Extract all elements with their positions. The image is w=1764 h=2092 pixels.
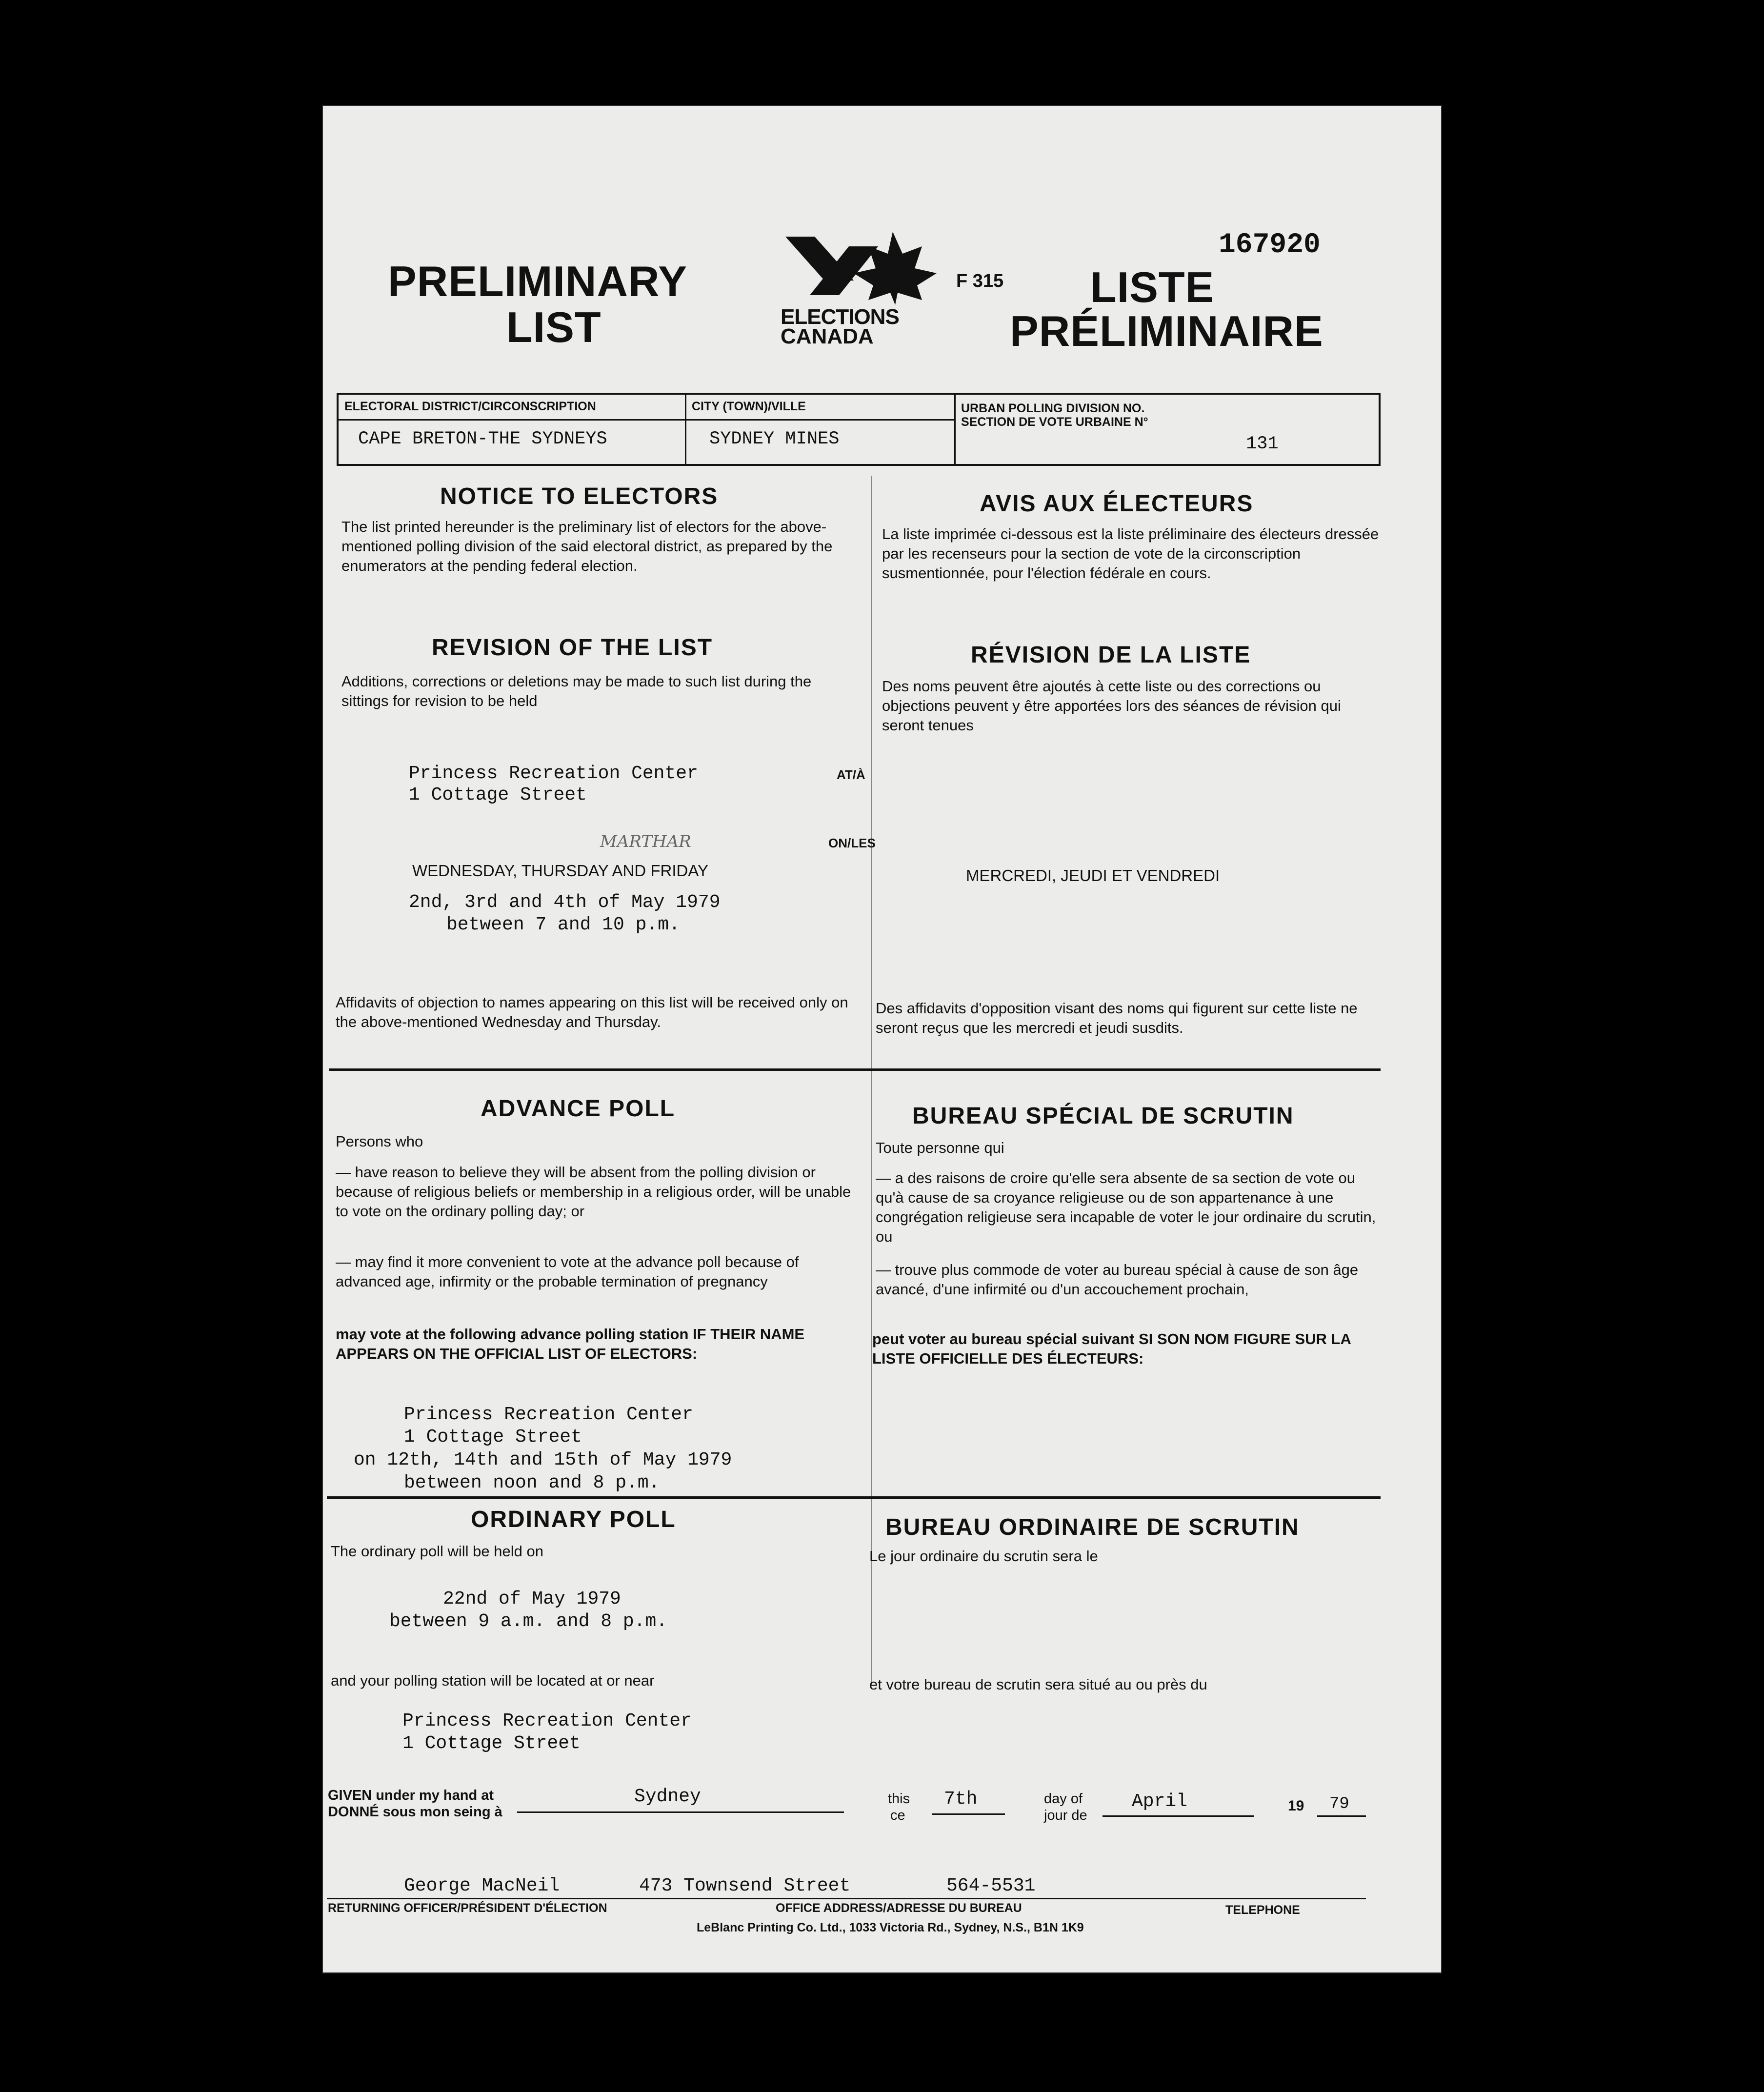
column-divider xyxy=(871,476,872,1686)
ordinary-station-fr: et votre bureau de scrutin sera situé au ou près du xyxy=(869,1676,1207,1693)
form-code: F 315 xyxy=(956,271,1004,291)
ordinary-title-en: ORDINARY POLL xyxy=(471,1507,676,1532)
officer-name: George MacNeil xyxy=(404,1875,560,1896)
may-vote-en: may vote at the following advance polling station IF THEIR NAME APPEARS ON THE OFFICIAL LIST OF ELECTORS: xyxy=(336,1326,805,1362)
title-en-line1: PRELIMINARY xyxy=(388,257,687,305)
may-vote-fr: peut voter au bureau spécial suivant SI SON NOM FIGURE SUR LA LISTE OFFICIELLE DES ÉLECTEURS: xyxy=(872,1330,1351,1367)
day-of-label: day of xyxy=(1044,1791,1082,1807)
advance-place-line1: Princess Recreation Center xyxy=(404,1404,693,1425)
month-underline xyxy=(1102,1815,1254,1817)
advance-item1-en: — have reason to believe they will be absent from the polling division or because of religious beliefs or membership in a religious order, will be unable to vote on the ordinary polling day; or xyxy=(336,1163,860,1221)
box-divider xyxy=(685,395,686,464)
city-value: SYDNEY MINES xyxy=(709,429,840,449)
notice-title-en: NOTICE TO ELECTORS xyxy=(440,483,719,509)
given-place: Sydney xyxy=(634,1786,701,1807)
title-fr-line1: LISTE xyxy=(1090,263,1215,311)
printer-line: LeBlanc Printing Co. Ltd., 1033 Victoria Rd., Sydney, N.S., B1N 1K9 xyxy=(697,1921,1084,1934)
maple-leaf-x-icon xyxy=(781,227,956,305)
ordinary-station-en: and your polling station will be located at or near xyxy=(331,1672,655,1689)
division-label-2: SECTION DE VOTE URBAINE N° xyxy=(961,415,1148,429)
notice-body-en: The list printed hereunder is the preliminary list of electors for the above-mentioned polling division of the said electoral district, as prepared by the enumerators at the pending federal election. xyxy=(341,518,833,574)
officer-label: RETURNING OFFICER/PRÉSIDENT D'ÉLECTION xyxy=(328,1901,607,1915)
revision-place-line1: Princess Recreation Center xyxy=(409,763,698,784)
district-value: CAPE BRETON-THE SYDNEYS xyxy=(358,429,607,449)
advance-time: between noon and 8 p.m. xyxy=(404,1472,660,1493)
office-address: 473 Townsend Street xyxy=(639,1875,851,1896)
day-underline xyxy=(932,1813,1005,1815)
ordinary-held-on-en: The ordinary poll will be held on xyxy=(331,1543,543,1560)
box-divider xyxy=(954,395,956,464)
advance-item2-fr: — trouve plus commode de voter au bureau spécial à cause de son âge avancé, d'une infirmité ou d'un accouchement prochain, xyxy=(876,1260,1385,1299)
advance-dates: on 12th, 14th and 15th of May 1979 xyxy=(354,1449,732,1470)
address-label: OFFICE ADDRESS/ADRESSE DU BUREAU xyxy=(776,1901,1022,1915)
advance-item2-en: — may find it more convenient to vote at the advance poll because of advanced age, infirmity or the probable termination of pregnancy xyxy=(336,1252,860,1291)
day-value: 7th xyxy=(944,1789,978,1810)
ordinary-time: between 9 a.m. and 8 p.m. xyxy=(389,1611,668,1632)
year-prefix: 19 xyxy=(1288,1798,1304,1814)
affidavit-fr: Des affidavits d'opposition visant des noms qui figurent sur cette liste ne seront reçus que les mercredi et jeudi susdits. xyxy=(876,1000,1358,1036)
advance-title-fr: BUREAU SPÉCIAL DE SCRUTIN xyxy=(912,1103,1294,1129)
given-fr: DONNÉ sous mon seing à xyxy=(328,1804,502,1820)
month-value: April xyxy=(1132,1791,1188,1812)
persons-who: Persons who xyxy=(336,1133,423,1150)
toute-personne: Toute personne qui xyxy=(876,1139,1004,1156)
revision-body-en: Additions, corrections or deletions may be made to such list during the sittings for revision to be held xyxy=(341,673,812,709)
ce-label: ce xyxy=(890,1808,905,1823)
revision-days-en: WEDNESDAY, THURSDAY AND FRIDAY xyxy=(412,862,708,880)
this-label: this xyxy=(888,1791,910,1807)
revision-body-fr: Des noms peuvent être ajoutés à cette liste ou des corrections ou objections peuvent y être apportées lors des séances de révision qui seront tenues xyxy=(882,678,1341,734)
place-underline xyxy=(517,1811,844,1813)
logo-text-line2: CANADA xyxy=(781,324,874,348)
handwritten-note: MARTHAR xyxy=(600,832,691,851)
affidavit-en: Affidavits of objection to names appearing on this list will be received only on the above-mentioned Wednesday and Thursday. xyxy=(336,994,848,1030)
document-sheet xyxy=(322,105,1442,1973)
ordinary-place-line2: 1 Cottage Street xyxy=(402,1733,581,1754)
district-box xyxy=(337,393,1381,466)
district-label: ELECTORAL DISTRICT/CIRCONSCRIPTION xyxy=(344,400,596,413)
advance-item1-fr: — a des raisons de croire qu'elle sera absente de sa section de vote ou qu'à cause de sa croyance religieuse ou de son appartenance à une congrégation religieuse sera incapable de voter le jour ordinaire du scrutin, ou xyxy=(876,1168,1385,1247)
section-rule xyxy=(327,1496,1381,1499)
telephone-label: TELEPHONE xyxy=(1225,1903,1300,1917)
title-en-line2: LIST xyxy=(506,303,601,351)
year-suffix: 79 xyxy=(1329,1795,1349,1813)
division-value: 131 xyxy=(1246,434,1279,454)
revision-place-line2: 1 Cottage Street xyxy=(409,784,587,805)
at-label: AT/À xyxy=(837,767,865,782)
advance-place-line2: 1 Cottage Street xyxy=(404,1427,582,1448)
revision-days-fr: MERCREDI, JEUDI ET VENDREDI xyxy=(966,866,1220,885)
jour-de-label: jour de xyxy=(1044,1808,1087,1823)
ordinary-title-fr: BUREAU ORDINAIRE DE SCRUTIN xyxy=(885,1514,1300,1540)
given-en: GIVEN under my hand at xyxy=(328,1788,494,1803)
division-label-1: URBAN POLLING DIVISION NO. xyxy=(961,402,1145,415)
notice-title-fr: AVIS AUX ÉLECTEURS xyxy=(980,491,1254,517)
city-label: CITY (TOWN)/VILLE xyxy=(692,400,806,413)
revision-dates-line2: between 7 and 10 p.m. xyxy=(446,914,680,935)
notice-body-fr: La liste imprimée ci-dessous est la liste préliminaire des électeurs dressée par les recenseurs pour la section de vote de la circonscription susmentionnée, pour l'élection fédérale en cours. xyxy=(882,525,1379,582)
on-label: ON/LES xyxy=(828,836,876,850)
revision-dates-line1: 2nd, 3rd and 4th of May 1979 xyxy=(409,892,721,913)
ordinary-held-on-fr: Le jour ordinaire du scrutin sera le xyxy=(869,1548,1098,1565)
ordinary-date: 22nd of May 1979 xyxy=(443,1589,621,1609)
elections-canada-logo xyxy=(781,227,956,348)
telephone: 564-5531 xyxy=(946,1875,1036,1896)
box-header-rule xyxy=(339,419,954,421)
year-underline xyxy=(1317,1815,1366,1817)
revision-title-fr: RÉVISION DE LA LISTE xyxy=(971,642,1251,668)
advance-title-en: ADVANCE POLL xyxy=(481,1096,676,1122)
logo-text-line1: ELECTIONS xyxy=(781,305,899,329)
title-fr-line2: PRÉLIMINAIRE xyxy=(1010,307,1323,355)
document-number: 167920 xyxy=(1219,229,1321,261)
ordinary-place-line1: Princess Recreation Center xyxy=(402,1710,692,1731)
signature-underline xyxy=(327,1898,1366,1899)
section-rule xyxy=(329,1068,1381,1071)
revision-title-en: REVISION OF THE LIST xyxy=(432,635,713,661)
